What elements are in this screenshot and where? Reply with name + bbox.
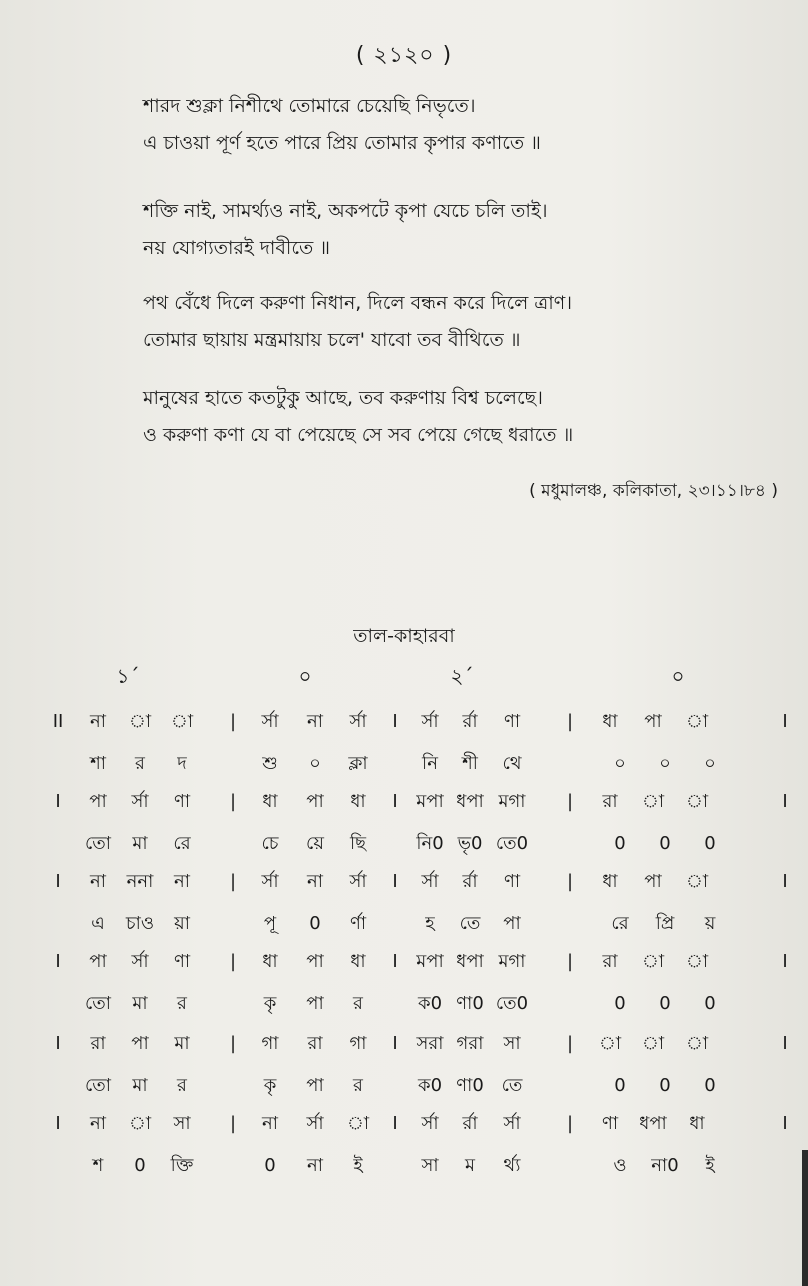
note: গা: [349, 1033, 367, 1054]
syllable: মা: [132, 993, 148, 1014]
syllable: ছি: [349, 833, 367, 854]
note: মপা: [416, 791, 444, 812]
note: ধা: [262, 951, 278, 972]
syllable: রে: [173, 833, 191, 854]
syllable: 0: [264, 1155, 276, 1176]
syllable: 0: [614, 1075, 626, 1096]
note: মপা: [416, 951, 444, 972]
syllable: শ: [92, 1155, 104, 1176]
note: গরা: [456, 1033, 484, 1054]
syllable: র্ণা: [349, 913, 367, 934]
note: পা: [644, 871, 662, 892]
syllable: 0: [309, 913, 321, 934]
syllable: ০: [309, 753, 321, 774]
note: া: [346, 1113, 370, 1134]
note: সা: [173, 1113, 191, 1134]
note: মগা: [498, 791, 526, 812]
syllable: 0: [704, 1075, 716, 1096]
syllable: শা: [90, 753, 106, 774]
note: র্সা: [349, 871, 367, 892]
note: ধপা: [456, 791, 484, 812]
note: া: [128, 711, 152, 732]
syllable: থে: [502, 753, 522, 774]
syllable: ০: [659, 753, 671, 774]
syllable: ক্তি: [170, 1155, 194, 1176]
syllable: র: [135, 753, 145, 774]
note: া: [685, 711, 709, 732]
notation-lyric-row: [0, 906, 808, 942]
note: ণা: [503, 711, 521, 732]
bar-line: |: [229, 871, 237, 892]
syllable: ০: [614, 753, 626, 774]
note: া: [641, 791, 665, 812]
note: পা: [89, 791, 107, 812]
notation-lyric-row: [0, 1068, 808, 1104]
note: পা: [89, 951, 107, 972]
syllable: তে0: [495, 833, 529, 854]
syllable: কৃ: [263, 1075, 277, 1096]
syllable: 0: [659, 833, 671, 854]
syllable: 0: [134, 1155, 146, 1176]
beat-marker: ১´: [116, 664, 140, 688]
note: না: [307, 711, 323, 732]
bar-line: |: [566, 871, 574, 892]
note: ধপা: [456, 951, 484, 972]
syllable: প্রি: [655, 913, 675, 934]
note: া: [685, 951, 709, 972]
notation-row: [0, 1026, 808, 1062]
syllable: কৃ: [263, 993, 277, 1014]
note: সরা: [416, 1033, 444, 1054]
syllable: ও: [613, 1155, 627, 1176]
syllable: পা: [503, 913, 521, 934]
stanza-2: [143, 193, 683, 267]
note: ণা: [503, 871, 521, 892]
note: না: [90, 1113, 106, 1134]
bar-line: I: [782, 871, 788, 892]
bar-line: I: [782, 711, 788, 732]
lyric-line: ও করুণা কণা যে বা পেয়েছে সে সব পেয়ে গেছে ধরাতে ॥: [143, 424, 574, 446]
note: পা: [306, 951, 324, 972]
lyric-line: তোমার ছায়ায় মন্ত্রমায়ায় চলে' যাবো তব বীথিতে ॥: [143, 329, 521, 351]
note: মগা: [498, 951, 526, 972]
syllable: ক0: [417, 993, 443, 1014]
syllable: মা: [132, 833, 148, 854]
bar-line: I: [392, 1033, 398, 1054]
note: া: [641, 951, 665, 972]
syllable: 0: [704, 993, 716, 1014]
stanza-1: [143, 88, 683, 162]
syllable: না: [307, 1155, 323, 1176]
syllable: তো: [84, 833, 112, 854]
note: া: [598, 1033, 622, 1054]
syllable: পূ: [263, 913, 277, 934]
note: সা: [503, 1033, 521, 1054]
syllable: র্থ্য: [503, 1155, 521, 1176]
syllable: শু: [262, 753, 278, 774]
note: পা: [644, 711, 662, 732]
syllable: তো: [84, 1075, 112, 1096]
note: র্সা: [503, 1113, 521, 1134]
note: না: [90, 711, 106, 732]
bar-line: I: [55, 871, 61, 892]
note: া: [641, 1033, 665, 1054]
note: ধা: [262, 791, 278, 812]
syllable: চে: [261, 833, 279, 854]
syllable: ক0: [417, 1075, 443, 1096]
note: ণা: [173, 951, 191, 972]
note: না: [262, 1113, 278, 1134]
syllable: পা: [306, 993, 324, 1014]
note: া: [128, 1113, 152, 1134]
note: া: [685, 1033, 709, 1054]
syllable: দ: [177, 753, 187, 774]
notation-row: [0, 864, 808, 900]
note: া: [685, 791, 709, 812]
beat-marker: ০: [671, 664, 685, 688]
bar-line: I: [55, 951, 61, 972]
syllable: ক্লা: [348, 753, 368, 774]
syllable: র: [353, 993, 363, 1014]
syllable: চাও: [125, 913, 155, 934]
note: র্সা: [131, 791, 149, 812]
bar-line: |: [229, 951, 237, 972]
bar-line: I: [782, 1113, 788, 1134]
syllable: না0: [651, 1155, 679, 1176]
syllable: র: [177, 1075, 187, 1096]
lyric-line: শারদ শুক্লা নিশীথে তোমারে চেয়েছি নিভৃতে।: [143, 95, 476, 117]
note: ধা: [602, 711, 618, 732]
syllable: তে: [501, 1075, 523, 1096]
note: রা: [307, 1033, 323, 1054]
notation-row: [0, 944, 808, 980]
note: রা: [602, 951, 618, 972]
note: ণা: [173, 791, 191, 812]
note: ধা: [350, 791, 366, 812]
note: রা: [90, 1033, 106, 1054]
syllable: মা: [132, 1075, 148, 1096]
syllable: ম: [465, 1155, 475, 1176]
syllable: য়া: [174, 913, 190, 934]
bar-line: I: [55, 791, 61, 812]
tala-title: তাল-কাহারবা: [353, 625, 455, 647]
note: গা: [261, 1033, 279, 1054]
notation-lyric-row: [0, 746, 808, 782]
note: রা: [602, 791, 618, 812]
lyric-line: পথ বেঁধে দিলে করুণা নিধান, দিলে বন্ধন করে দিলে ত্রাণ।: [143, 292, 573, 314]
bar-line: II: [52, 711, 64, 732]
bar-line: I: [392, 791, 398, 812]
stanza-3: [143, 285, 683, 359]
bar-line: I: [392, 1113, 398, 1134]
bar-line: I: [55, 1113, 61, 1134]
syllable: সা: [421, 1155, 439, 1176]
note: র্সা: [421, 711, 439, 732]
syllable: 0: [614, 993, 626, 1014]
note: না: [174, 871, 190, 892]
note: া: [170, 711, 194, 732]
syllable: শী: [462, 753, 478, 774]
song-number: ( ২১২০ ): [355, 43, 453, 68]
notation-lyric-row: [0, 826, 808, 862]
notation-lyric-row: [0, 1148, 808, 1184]
note: র্সা: [306, 1113, 324, 1134]
note: র্সা: [261, 871, 279, 892]
syllable: রে: [611, 913, 629, 934]
lyric-line: মানুষের হাতে কতটুকু আছে, তব করুণায় বিশ্ব চলেছে।: [143, 387, 543, 409]
syllable: হ: [425, 913, 435, 934]
syllable: 0: [659, 1075, 671, 1096]
syllable: 0: [614, 833, 626, 854]
syllable: তে: [459, 913, 481, 934]
bar-line: I: [782, 951, 788, 972]
lyric-line: নয় যোগ্যতারই দাবীতে ॥: [143, 237, 331, 259]
bar-line: I: [782, 1033, 788, 1054]
note: র্সা: [349, 711, 367, 732]
note: ধা: [602, 871, 618, 892]
lyric-line: এ চাওয়া পূর্ণ হতে পারে প্রিয় তোমার কৃপার কণাতে ॥: [143, 132, 541, 154]
bar-line: I: [392, 871, 398, 892]
note: মা: [174, 1033, 190, 1054]
bar-line: |: [229, 791, 237, 812]
syllable: নি: [422, 753, 438, 774]
notation-row: [0, 704, 808, 740]
bar-line: I: [392, 711, 398, 732]
syllable: তো: [84, 993, 112, 1014]
note: র্রা: [462, 871, 478, 892]
beat-marker: ২´: [450, 664, 474, 688]
note: র্সা: [261, 711, 279, 732]
bar-line: |: [566, 1113, 574, 1134]
syllable: ণা0: [456, 993, 484, 1014]
syllable: এ: [91, 913, 105, 934]
bar-line: |: [229, 711, 237, 732]
syllable: য়ে: [306, 833, 324, 854]
note: না: [90, 871, 106, 892]
note: র্সা: [421, 871, 439, 892]
syllable: ণা0: [456, 1075, 484, 1096]
note: পা: [306, 791, 324, 812]
syllable: ই: [705, 1155, 715, 1176]
note: া: [685, 871, 709, 892]
syllable: ই: [353, 1155, 363, 1176]
notation-row: [0, 784, 808, 820]
syllable: তে0: [495, 993, 529, 1014]
bar-line: I: [392, 951, 398, 972]
note: ননা: [126, 871, 154, 892]
bar-line: I: [782, 791, 788, 812]
note: র্সা: [421, 1113, 439, 1134]
attribution: ( মধুমালঞ্চ, কলিকাতা, ২৩।১১।৮৪ ): [529, 481, 778, 501]
bar-line: |: [229, 1033, 237, 1054]
note: ধপা: [639, 1113, 667, 1134]
bar-line: |: [566, 1033, 574, 1054]
syllable: য়: [704, 913, 716, 934]
note: না: [307, 871, 323, 892]
note: র্সা: [131, 951, 149, 972]
syllable: র: [353, 1075, 363, 1096]
note: র্রা: [462, 711, 478, 732]
syllable: ০: [704, 753, 716, 774]
syllable: পা: [306, 1075, 324, 1096]
notation-lyric-row: [0, 986, 808, 1022]
lyric-line: শক্তি নাই, সামর্থ্যও নাই, অকপটে কৃপা যেচে চলি তাই।: [143, 200, 548, 222]
bar-line: |: [229, 1113, 237, 1134]
bar-line: |: [566, 791, 574, 812]
syllable: নি0: [416, 833, 444, 854]
syllable: 0: [704, 833, 716, 854]
bar-line: I: [55, 1033, 61, 1054]
bar-line: |: [566, 951, 574, 972]
syllable: ভৃ0: [457, 833, 483, 854]
syllable: 0: [659, 993, 671, 1014]
note: ধা: [689, 1113, 705, 1134]
stanza-4: [143, 380, 683, 454]
note: র্রা: [462, 1113, 478, 1134]
bar-line: |: [566, 711, 574, 732]
syllable: র: [177, 993, 187, 1014]
note: ধা: [350, 951, 366, 972]
beat-marker: ০: [298, 664, 312, 688]
note: ণা: [601, 1113, 619, 1134]
note: পা: [131, 1033, 149, 1054]
notation-row: [0, 1106, 808, 1142]
